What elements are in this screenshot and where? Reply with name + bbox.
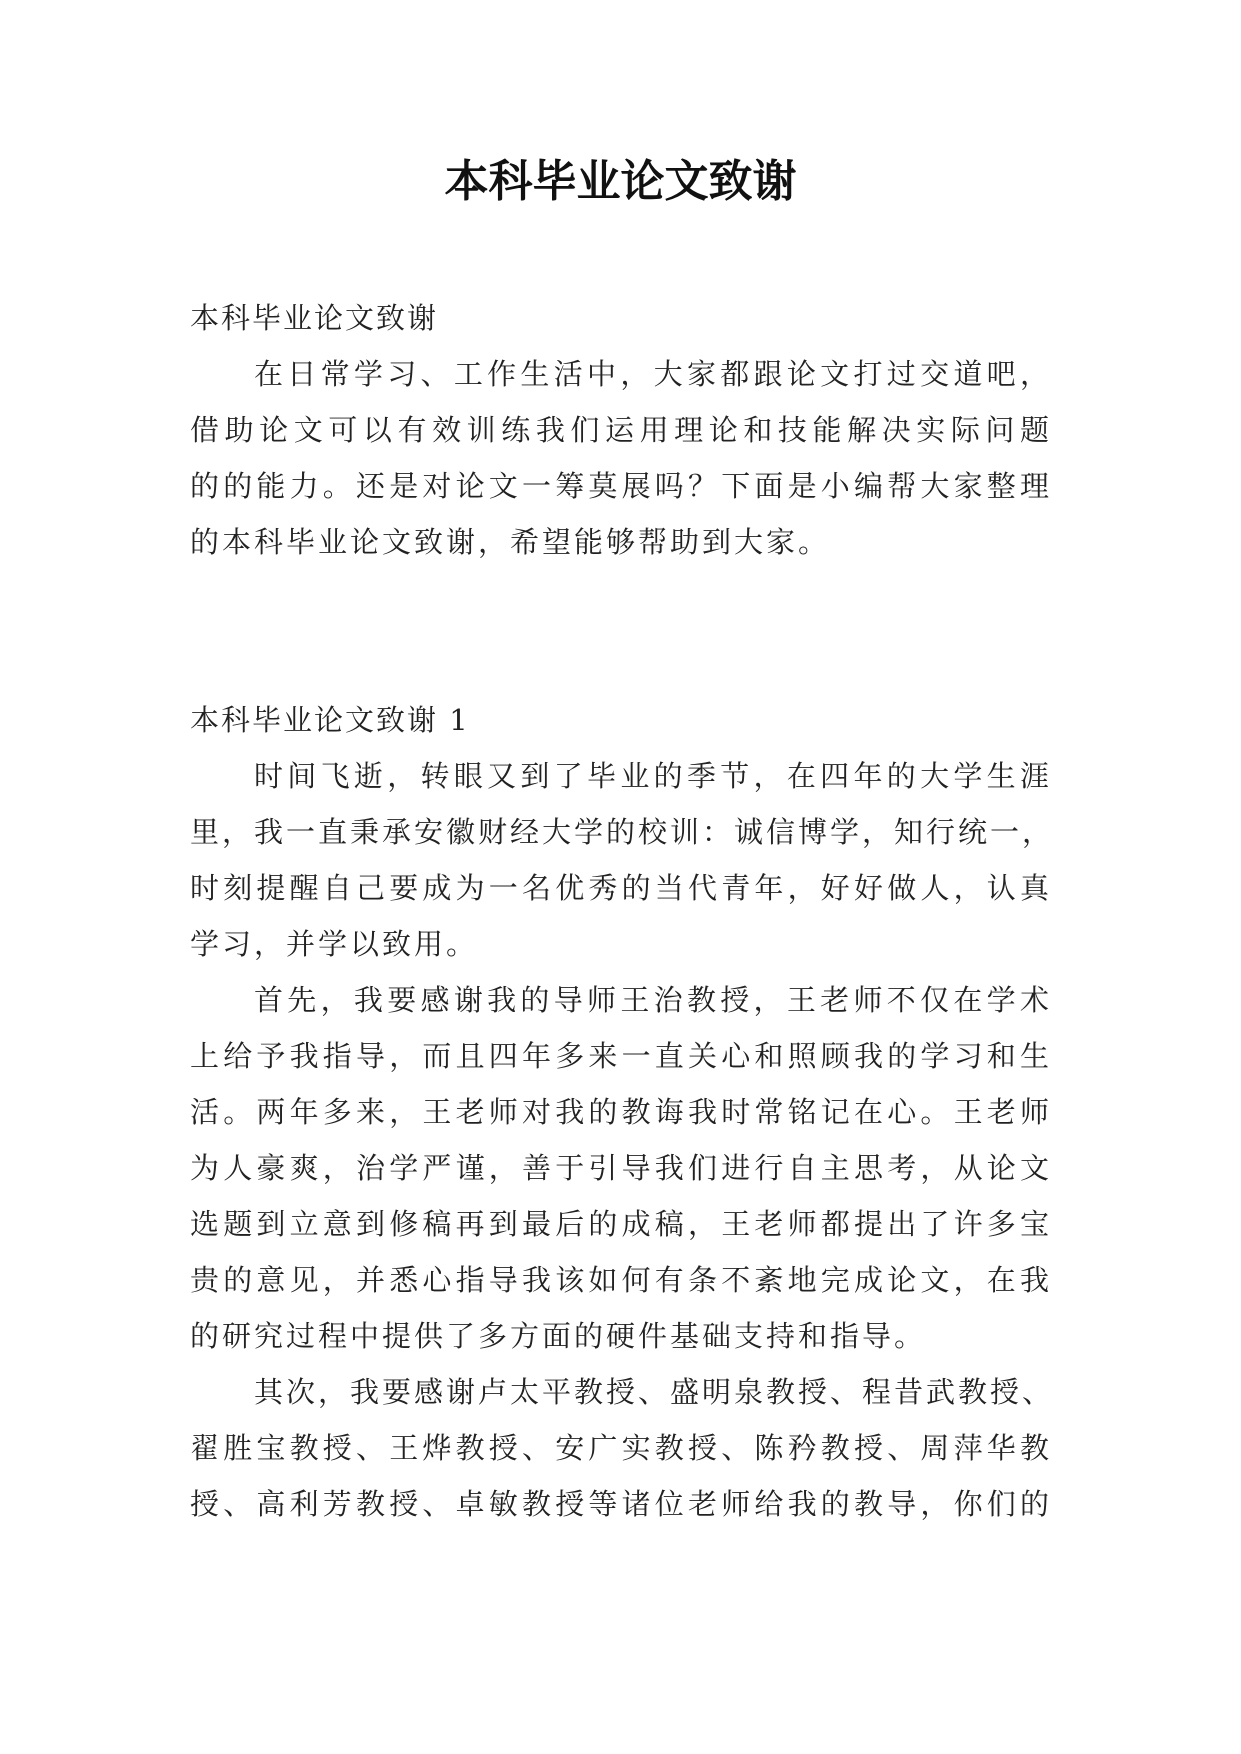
paragraph-line: 的研究过程中提供了多方面的硬件基础支持和指导。 bbox=[190, 1319, 927, 1353]
paragraph-line: 选题到立意到修稿再到最后的成稿，王老师都提出了许多宝 bbox=[190, 1207, 1052, 1241]
paragraph-line: 贵的意见，并悉心指导我该如何有条不紊地完成论文，在我 bbox=[190, 1263, 1052, 1297]
paragraph-3 bbox=[190, 1364, 1055, 1532]
intro-heading: 本科毕业论文致谢 bbox=[190, 301, 439, 335]
paragraph-line: 翟胜宝教授、王烨教授、安广实教授、陈矜教授、周萍华教 bbox=[190, 1431, 1052, 1465]
section-spacer bbox=[190, 570, 1052, 692]
paragraph-line: 时间飞逝，转眼又到了毕业的季节，在四年的大学生涯 bbox=[254, 759, 1052, 793]
intro-paragraph bbox=[190, 346, 1052, 570]
paragraph-line: 的本科毕业论文致谢，希望能够帮助到大家。 bbox=[190, 525, 831, 559]
paragraph-1 bbox=[190, 748, 1055, 972]
paragraph-line: 其次，我要感谢卢太平教授、盛明泉教授、程昔武教授、 bbox=[254, 1375, 1055, 1409]
paragraph-line: 为人豪爽，治学严谨，善于引导我们进行自主思考，从论文 bbox=[190, 1151, 1052, 1185]
paragraph-line: 首先，我要感谢我的导师王治教授，王老师不仅在学术 bbox=[254, 983, 1052, 1017]
paragraph-line: 在日常学习、工作生活中，大家都跟论文打过交道吧， bbox=[254, 357, 1052, 391]
paragraph-line: 学习，并学以致用。 bbox=[190, 927, 479, 961]
paragraph-line: 借助论文可以有效训练我们运用理论和技能解决实际问题 bbox=[190, 413, 1052, 447]
paragraph-line: 上给予我指导，而且四年多来一直关心和照顾我的学习和生 bbox=[190, 1039, 1052, 1073]
paragraph-line: 时刻提醒自己要成为一名优秀的当代青年，好好做人，认真 bbox=[190, 871, 1052, 905]
paragraph-line: 的的能力。还是对论文一筹莫展吗？下面是小编帮大家整理 bbox=[190, 469, 1052, 503]
document-body bbox=[190, 290, 1055, 1532]
section-heading: 本科毕业论文致谢 1 bbox=[190, 703, 470, 737]
paragraph-line: 活。两年多来，王老师对我的教诲我时常铭记在心。王老师 bbox=[190, 1095, 1052, 1129]
document-title: 本科毕业论文致谢 bbox=[444, 156, 797, 207]
paragraph-line: 里，我一直秉承安徽财经大学的校训：诚信博学，知行统一， bbox=[190, 815, 1055, 849]
paragraph-2 bbox=[190, 972, 1052, 1364]
paragraph-line: 授、高利芳教授、卓敏教授等诸位老师给我的教导，你们的 bbox=[190, 1487, 1052, 1521]
